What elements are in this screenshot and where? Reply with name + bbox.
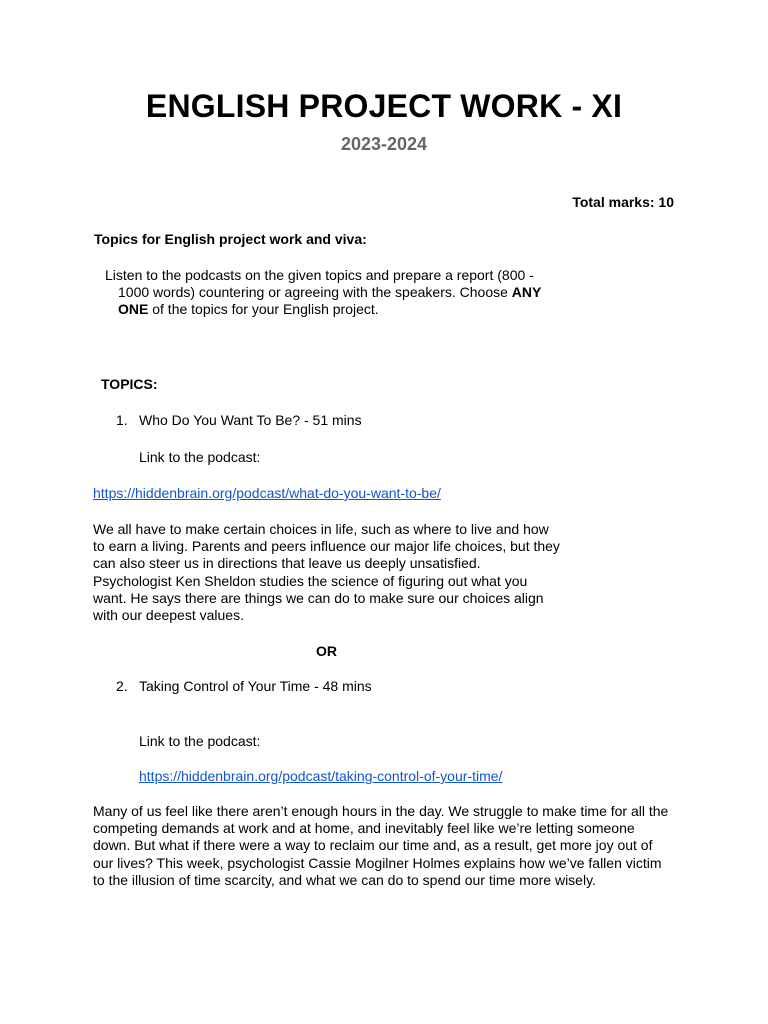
topic-2-podcast-link[interactable]: https://hiddenbrain.org/podcast/taking-control-of-your-time/ bbox=[139, 768, 503, 784]
topic-1-description: We all have to make certain choices in life, such as where to live and how to earn a living. Parents and peers influence our major life choices, but they can also steer us in directions that leave us deeply unsatisfied. Psychologist Ken Sheldon studies the science of figuring out what you want. He says there are things we can do to make sure our choices align with our deepest values. bbox=[93, 521, 560, 624]
topic-1-number: 1. bbox=[116, 412, 128, 428]
topic-1-podcast-link[interactable]: https://hiddenbrain.org/podcast/what-do-you-want-to-be/ bbox=[93, 485, 441, 501]
instructions-emphasis: ANY ONE bbox=[118, 284, 542, 317]
topic-1-title: Who Do You Want To Be? - 51 mins bbox=[139, 412, 362, 428]
topics-label: TOPICS: bbox=[101, 376, 158, 392]
document-title: ENGLISH PROJECT WORK - XI bbox=[145, 88, 623, 124]
instructions-paragraph bbox=[105, 267, 568, 318]
topic-2-link-label: Link to the podcast: bbox=[139, 733, 261, 749]
instructions-text-2: of the topics for your English project. bbox=[148, 301, 379, 317]
topic-2-title: Taking Control of Your Time - 48 mins bbox=[139, 678, 372, 694]
or-separator: OR bbox=[316, 643, 337, 659]
topics-heading: Topics for English project work and viva: bbox=[94, 231, 367, 247]
topic-2-description: Many of us feel like there aren’t enough hours in the day. We struggle to make time for all the competing demands at work and at home, and inevitably feel like we’re letting someone down. But what if there were a way to reclaim our time and, as a result, get more joy out of our lives? This week, psychologist Cassie Mogilner Holmes explains how we’ve fallen victim to the illusion of time scarcity, and what we can do to spend our time more wisely. bbox=[93, 803, 669, 888]
academic-year: 2023-2024 bbox=[340, 134, 428, 154]
total-marks: Total marks: 10 bbox=[572, 194, 674, 210]
topic-2-number: 2. bbox=[116, 678, 128, 694]
instructions-text-1: Listen to the podcasts on the given topics and prepare a report (800 - 1000 words) countering or agreeing with the speakers. Choose bbox=[105, 267, 534, 300]
topic-1-link-label: Link to the podcast: bbox=[139, 449, 261, 465]
